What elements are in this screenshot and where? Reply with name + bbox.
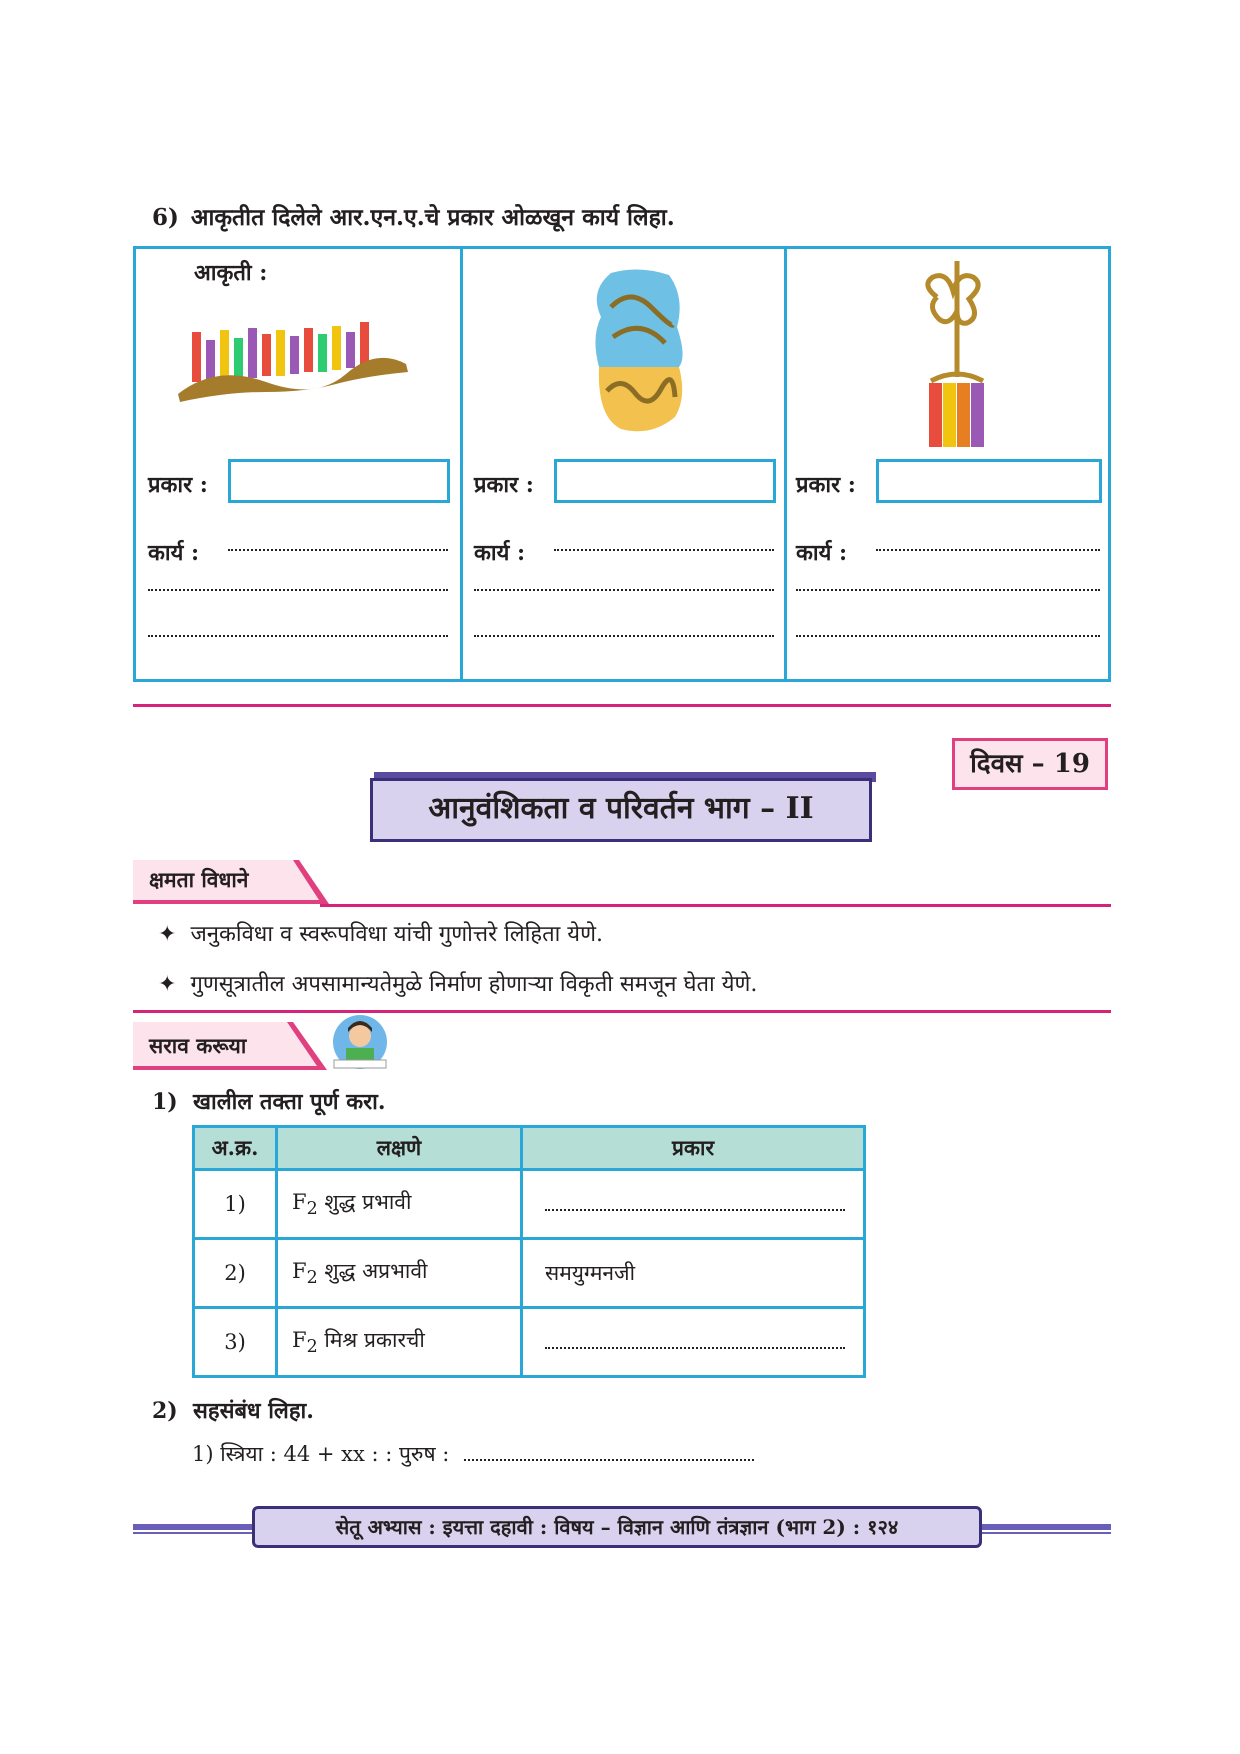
trait-text: शुद्ध प्रभावी: [324, 1190, 412, 1215]
answer-line[interactable]: [148, 589, 448, 591]
question-text: सहसंबंध लिहा.: [193, 1398, 314, 1424]
chapter-title-box: [370, 778, 872, 842]
generation-subscript: 2: [306, 1268, 318, 1289]
type-label: प्रकार :: [474, 472, 534, 498]
trait-cell: [277, 1308, 522, 1377]
question-number: 1): [152, 1089, 178, 1115]
mrna-figure: [176, 304, 416, 404]
competency-item-1: [158, 918, 603, 948]
type-cell[interactable]: [522, 1170, 865, 1239]
answer-line[interactable]: [545, 1335, 845, 1349]
serial-cell: 1): [194, 1170, 277, 1239]
page-footer: सेतू अभ्यास : इयत्ता दहावी : विषय – विज्ञान आणि तंत्रज्ञान (भाग 2) : १२४: [252, 1506, 982, 1548]
column-header: प्रकार: [522, 1127, 865, 1170]
question-6: [152, 200, 675, 232]
chapter-title: आनुवंशिकता व परिवर्तन भाग – II: [370, 778, 872, 842]
question-number: 2): [152, 1398, 178, 1424]
practice-heading: सराव करूया: [149, 1033, 247, 1058]
type-cell[interactable]: [522, 1308, 865, 1377]
answer-line[interactable]: [554, 549, 774, 551]
table-row: [194, 1308, 865, 1377]
trait-text: शुद्ध अप्रभावी: [324, 1259, 428, 1284]
day-badge: दिवस – 19: [952, 738, 1108, 790]
bullet-icon: ✦: [158, 972, 177, 997]
question-1: [152, 1086, 385, 1116]
generation-symbol: F: [292, 1190, 307, 1215]
figure-label: आकृती :: [194, 260, 268, 286]
generation-subscript: 2: [306, 1337, 318, 1358]
generation-symbol: F: [292, 1328, 307, 1353]
trait-text: मिश्र प्रकारची: [324, 1328, 425, 1353]
question-2: [152, 1395, 314, 1425]
competency-item-2: [158, 968, 757, 998]
section-divider: [133, 1010, 1111, 1013]
table-row: [194, 1239, 865, 1308]
trait-cell: [277, 1170, 522, 1239]
answer-line[interactable]: [876, 549, 1100, 551]
serial-cell: 3): [194, 1308, 277, 1377]
section-divider: [133, 704, 1111, 707]
traits-table: [192, 1125, 866, 1378]
type-label: प्रकार :: [148, 472, 208, 498]
correlation-text: 1) स्त्रिया : 44 + xx : : पुरुष :: [192, 1442, 450, 1466]
function-label: कार्य :: [796, 540, 848, 566]
answer-line[interactable]: [796, 589, 1100, 591]
type-label: प्रकार :: [796, 472, 856, 498]
question-text: आकृतीत दिलेले आर.एन.ए.चे प्रकार ओळखून कार्य लिहा.: [190, 204, 675, 231]
answer-line[interactable]: [148, 635, 448, 637]
answer-line[interactable]: [474, 635, 774, 637]
type-answer-box-1[interactable]: [228, 459, 450, 503]
function-label: कार्य :: [148, 540, 200, 566]
answer-line[interactable]: [464, 1449, 754, 1461]
competency-text: जनुकविधा व स्वरूपविधा यांची गुणोत्तरे लिहिता येणे.: [190, 922, 603, 947]
rna-identification-grid: [133, 246, 1111, 682]
column-header: लक्षणे: [277, 1127, 522, 1170]
answer-line[interactable]: [545, 1197, 845, 1211]
serial-cell: 2): [194, 1239, 277, 1308]
table-header-row: [194, 1127, 865, 1170]
correlation-item: [192, 1440, 754, 1468]
type-answer-box-3[interactable]: [876, 459, 1102, 503]
answer-line[interactable]: [474, 589, 774, 591]
table-row: [194, 1170, 865, 1239]
competency-heading: क्षमता विधाने: [149, 867, 249, 892]
trait-cell: [277, 1239, 522, 1308]
generation-subscript: 2: [306, 1199, 318, 1220]
answer-line[interactable]: [228, 549, 448, 551]
student-writing-icon: [326, 1014, 396, 1074]
question-number: 6): [152, 204, 179, 231]
type-cell: समयुग्मनजी: [522, 1239, 865, 1308]
rrna-figure: [591, 267, 687, 435]
question-text: खालील तक्ता पूर्ण करा.: [193, 1089, 386, 1115]
column-header: अ.क्र.: [194, 1127, 277, 1170]
generation-symbol: F: [292, 1259, 307, 1284]
bullet-icon: ✦: [158, 922, 177, 947]
section-divider: [320, 904, 1111, 907]
answer-line[interactable]: [796, 635, 1100, 637]
function-label: कार्य :: [474, 540, 526, 566]
competency-text: गुणसूत्रातील अपसामान्यतेमुळे निर्माण होणाऱ्या विकृती समजून घेता येणे.: [190, 972, 758, 997]
trna-figure: [917, 257, 997, 453]
type-answer-box-2[interactable]: [554, 459, 776, 503]
